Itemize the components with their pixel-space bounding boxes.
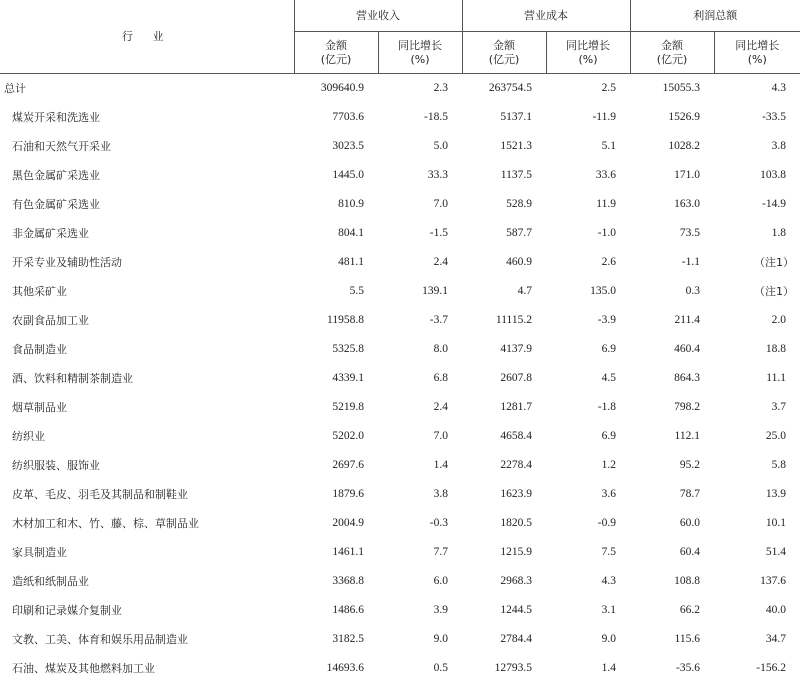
revenue-amount: 5.5 — [294, 277, 378, 306]
profit-amount: 95.2 — [630, 451, 714, 480]
table-row — [0, 248, 800, 277]
profit-growth: 34.7 — [714, 625, 800, 654]
industry-name: 食品制造业 — [0, 335, 294, 364]
cost-amount: 587.7 — [462, 219, 546, 248]
profit-amount: 864.3 — [630, 364, 714, 393]
growth-label: 同比增长 — [566, 39, 610, 52]
industry-name: 农副食品加工业 — [0, 306, 294, 335]
table-row — [0, 393, 800, 422]
amount-label: 金额 — [661, 39, 683, 52]
profit-amount-header — [630, 32, 714, 74]
revenue-growth: 6.0 — [378, 567, 462, 596]
revenue-amount: 1445.0 — [294, 161, 378, 190]
table-row — [0, 74, 800, 104]
cost-amount: 1521.3 — [462, 132, 546, 161]
cost-amount-header — [462, 32, 546, 74]
revenue-amount: 7703.6 — [294, 103, 378, 132]
profit-growth: 10.1 — [714, 509, 800, 538]
cost-growth: -0.9 — [546, 509, 630, 538]
industry-name: 石油、煤炭及其他燃料加工业 — [0, 654, 294, 683]
profit-amount: 66.2 — [630, 596, 714, 625]
table-row — [0, 422, 800, 451]
revenue-amount: 5325.8 — [294, 335, 378, 364]
profit-growth-header — [714, 32, 800, 74]
table-row — [0, 335, 800, 364]
profit-growth: -33.5 — [714, 103, 800, 132]
table-row — [0, 364, 800, 393]
profit-growth: 3.8 — [714, 132, 800, 161]
cost-amount: 4.7 — [462, 277, 546, 306]
industry-name: 总计 — [0, 74, 294, 104]
cost-growth: 6.9 — [546, 422, 630, 451]
cost-amount: 1623.9 — [462, 480, 546, 509]
profit-amount: 1028.2 — [630, 132, 714, 161]
industry-name: 纺织业 — [0, 422, 294, 451]
amount-unit: (亿元) — [321, 53, 352, 66]
revenue-growth: 2.4 — [378, 393, 462, 422]
growth-label: 同比增长 — [735, 39, 779, 52]
revenue-growth: 7.0 — [378, 190, 462, 219]
profit-amount: 15055.3 — [630, 74, 714, 104]
cost-growth: -3.9 — [546, 306, 630, 335]
revenue-amount: 2697.6 — [294, 451, 378, 480]
revenue-amount-header — [294, 32, 378, 74]
revenue-growth: 3.9 — [378, 596, 462, 625]
profit-amount: 60.4 — [630, 538, 714, 567]
profit-amount: 115.6 — [630, 625, 714, 654]
amount-unit: (亿元) — [657, 53, 688, 66]
table-row — [0, 567, 800, 596]
industry-name: 纺织服装、服饰业 — [0, 451, 294, 480]
industry-name: 家具制造业 — [0, 538, 294, 567]
revenue-amount: 309640.9 — [294, 74, 378, 104]
cost-amount: 263754.5 — [462, 74, 546, 104]
cost-growth: 4.5 — [546, 364, 630, 393]
profit-amount: -35.6 — [630, 654, 714, 683]
cost-amount: 460.9 — [462, 248, 546, 277]
revenue-growth: 5.0 — [378, 132, 462, 161]
cost-growth: -1.0 — [546, 219, 630, 248]
growth-label: 同比增长 — [398, 39, 442, 52]
industry-name: 烟草制品业 — [0, 393, 294, 422]
revenue-growth: 1.4 — [378, 451, 462, 480]
revenue-growth: 2.3 — [378, 74, 462, 104]
revenue-growth: -18.5 — [378, 103, 462, 132]
cost-amount: 1215.9 — [462, 538, 546, 567]
revenue-amount: 11958.8 — [294, 306, 378, 335]
cost-growth: 3.1 — [546, 596, 630, 625]
profit-growth: 1.8 — [714, 219, 800, 248]
cost-growth: -11.9 — [546, 103, 630, 132]
profit-amount: 73.5 — [630, 219, 714, 248]
table-header — [0, 0, 800, 74]
table-body — [0, 74, 800, 683]
profit-growth: 13.9 — [714, 480, 800, 509]
cost-growth: 3.6 — [546, 480, 630, 509]
profit-growth: 11.1 — [714, 364, 800, 393]
industry-name: 造纸和纸制品业 — [0, 567, 294, 596]
profit-amount: 798.2 — [630, 393, 714, 422]
revenue-growth: 3.8 — [378, 480, 462, 509]
revenue-amount: 3182.5 — [294, 625, 378, 654]
revenue-amount: 1879.6 — [294, 480, 378, 509]
industry-name: 印刷和记录媒介复制业 — [0, 596, 294, 625]
profit-growth: -14.9 — [714, 190, 800, 219]
cost-growth: 11.9 — [546, 190, 630, 219]
revenue-growth: 9.0 — [378, 625, 462, 654]
cost-growth: 33.6 — [546, 161, 630, 190]
amount-label: 金额 — [493, 39, 515, 52]
profit-growth: 5.8 — [714, 451, 800, 480]
industry-name: 非金属矿采选业 — [0, 219, 294, 248]
revenue-amount: 5219.8 — [294, 393, 378, 422]
cost-growth: 5.1 — [546, 132, 630, 161]
revenue-growth: -3.7 — [378, 306, 462, 335]
table-row — [0, 451, 800, 480]
revenue-growth: 2.4 — [378, 248, 462, 277]
profit-amount: 171.0 — [630, 161, 714, 190]
cost-growth: 7.5 — [546, 538, 630, 567]
cost-amount: 4658.4 — [462, 422, 546, 451]
cost-amount: 5137.1 — [462, 103, 546, 132]
table-row — [0, 219, 800, 248]
revenue-amount: 4339.1 — [294, 364, 378, 393]
profit-amount: 108.8 — [630, 567, 714, 596]
revenue-growth: 7.7 — [378, 538, 462, 567]
amount-label: 金额 — [325, 39, 347, 52]
revenue-growth: 7.0 — [378, 422, 462, 451]
revenue-amount: 804.1 — [294, 219, 378, 248]
table-row — [0, 306, 800, 335]
cost-amount: 1244.5 — [462, 596, 546, 625]
industry-name: 皮革、毛皮、羽毛及其制品和制鞋业 — [0, 480, 294, 509]
cost-growth-header — [546, 32, 630, 74]
cost-growth: 2.6 — [546, 248, 630, 277]
table-row — [0, 625, 800, 654]
cost-group-header: 营业成本 — [462, 0, 630, 32]
revenue-growth: 6.8 — [378, 364, 462, 393]
profit-growth: 40.0 — [714, 596, 800, 625]
cost-growth: 1.4 — [546, 654, 630, 683]
profit-group-header: 利润总额 — [630, 0, 800, 32]
cost-amount: 1137.5 — [462, 161, 546, 190]
revenue-amount: 810.9 — [294, 190, 378, 219]
profit-amount: 1526.9 — [630, 103, 714, 132]
revenue-amount: 5202.0 — [294, 422, 378, 451]
table-row — [0, 190, 800, 219]
cost-growth: 9.0 — [546, 625, 630, 654]
cost-amount: 528.9 — [462, 190, 546, 219]
cost-growth: -1.8 — [546, 393, 630, 422]
industry-name: 黑色金属矿采选业 — [0, 161, 294, 190]
profit-growth: -156.2 — [714, 654, 800, 683]
table-row — [0, 509, 800, 538]
table-row — [0, 277, 800, 306]
profit-amount: 460.4 — [630, 335, 714, 364]
revenue-growth: 139.1 — [378, 277, 462, 306]
revenue-amount: 3023.5 — [294, 132, 378, 161]
revenue-growth-header — [378, 32, 462, 74]
cost-growth: 135.0 — [546, 277, 630, 306]
profit-growth: 51.4 — [714, 538, 800, 567]
profit-amount: 0.3 — [630, 277, 714, 306]
revenue-amount: 2004.9 — [294, 509, 378, 538]
profit-amount: 163.0 — [630, 190, 714, 219]
cost-amount: 11115.2 — [462, 306, 546, 335]
table-row — [0, 161, 800, 190]
revenue-amount: 1461.1 — [294, 538, 378, 567]
cost-growth: 6.9 — [546, 335, 630, 364]
cost-amount: 1281.7 — [462, 393, 546, 422]
table-row — [0, 103, 800, 132]
revenue-amount: 481.1 — [294, 248, 378, 277]
revenue-amount: 1486.6 — [294, 596, 378, 625]
table-row — [0, 654, 800, 683]
profit-growth: 103.8 — [714, 161, 800, 190]
amount-unit: (亿元) — [489, 53, 520, 66]
industry-name: 其他采矿业 — [0, 277, 294, 306]
cost-growth: 2.5 — [546, 74, 630, 104]
industry-name: 煤炭开采和洗选业 — [0, 103, 294, 132]
cost-amount: 2968.3 — [462, 567, 546, 596]
profit-growth: （注1） — [714, 277, 800, 306]
profit-growth: 18.8 — [714, 335, 800, 364]
table-row — [0, 538, 800, 567]
cost-amount: 2278.4 — [462, 451, 546, 480]
table-row — [0, 480, 800, 509]
profit-growth: 25.0 — [714, 422, 800, 451]
revenue-growth: -1.5 — [378, 219, 462, 248]
industry-name: 文教、工美、体育和娱乐用品制造业 — [0, 625, 294, 654]
revenue-growth: -0.3 — [378, 509, 462, 538]
cost-amount: 2607.8 — [462, 364, 546, 393]
revenue-amount: 3368.8 — [294, 567, 378, 596]
profit-amount: 211.4 — [630, 306, 714, 335]
table-row — [0, 596, 800, 625]
industry-name: 石油和天然气开采业 — [0, 132, 294, 161]
profit-growth: 3.7 — [714, 393, 800, 422]
profit-growth: 4.3 — [714, 74, 800, 104]
industry-column-header: 行 业 — [0, 0, 294, 74]
profit-growth: 2.0 — [714, 306, 800, 335]
profit-amount: 60.0 — [630, 509, 714, 538]
cost-growth: 1.2 — [546, 451, 630, 480]
profit-growth: （注1） — [714, 248, 800, 277]
cost-amount: 12793.5 — [462, 654, 546, 683]
table-row — [0, 132, 800, 161]
revenue-growth: 0.5 — [378, 654, 462, 683]
profit-amount: -1.1 — [630, 248, 714, 277]
cost-amount: 4137.9 — [462, 335, 546, 364]
cost-amount: 2784.4 — [462, 625, 546, 654]
revenue-group-header: 营业收入 — [294, 0, 462, 32]
profit-growth: 137.6 — [714, 567, 800, 596]
growth-unit: (%) — [748, 53, 767, 66]
industry-name: 木材加工和木、竹、藤、棕、草制品业 — [0, 509, 294, 538]
revenue-growth: 33.3 — [378, 161, 462, 190]
revenue-amount: 14693.6 — [294, 654, 378, 683]
profit-amount: 112.1 — [630, 422, 714, 451]
cost-growth: 4.3 — [546, 567, 630, 596]
industry-name: 酒、饮料和精制茶制造业 — [0, 364, 294, 393]
revenue-growth: 8.0 — [378, 335, 462, 364]
growth-unit: (%) — [578, 53, 597, 66]
growth-unit: (%) — [410, 53, 429, 66]
cost-amount: 1820.5 — [462, 509, 546, 538]
industry-name: 开采专业及辅助性活动 — [0, 248, 294, 277]
profit-amount: 78.7 — [630, 480, 714, 509]
industry-name: 有色金属矿采选业 — [0, 190, 294, 219]
